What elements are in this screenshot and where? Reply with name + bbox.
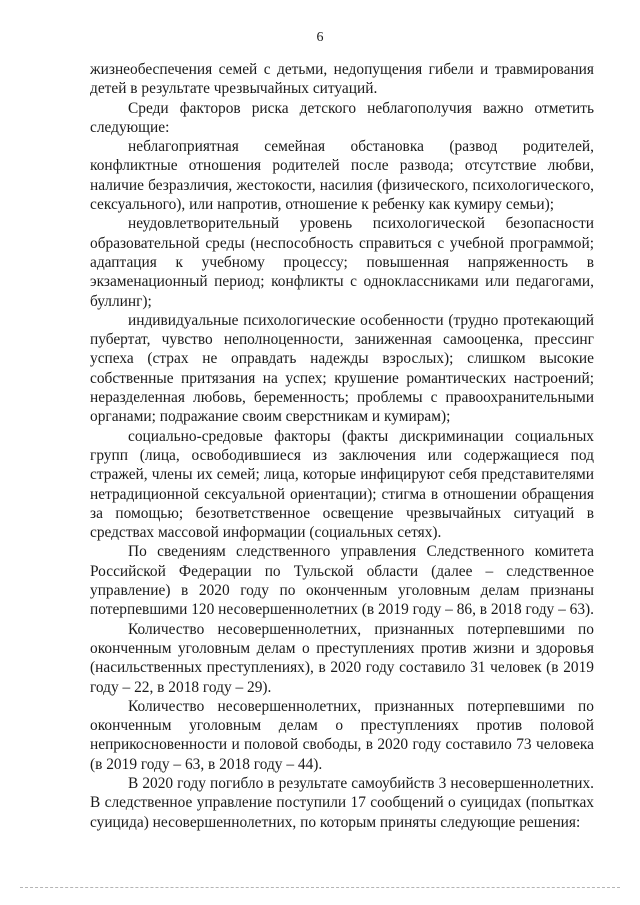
paragraph-individual-factors: индивидуальные психологические особенности (трудно протекающий пубертат, чувство неполноценности, заниженная самооценка, прессинг успеха (страх не оправдать надежды взрослых); слишком высокие собственные притязания на успех; крушение романтических настроений; неразделенная любовь, беременность; проблемы с правоохранительными органами; подражание своим сверстникам и кумирам); (90, 311, 594, 426)
paragraph-social-factors: социально-средовые факторы (факты дискриминации социальных групп (лица, освободившиеся из заключения или содержащиеся под стражей, члены их семей; лица, которые инфицируют себя представителями нетрадиционной сексуальной ориентации); стигма в отношении обращения за помощью; безответственное освещение чрезвычайных ситуаций в средствах массовой информации (социальных сетях). (90, 427, 594, 542)
paragraph-school-factors: неудовлетворительный уровень психологической безопасности образовательной среды (неспособность справиться с учебной программой; адаптация к учебному процессу; повышенная напряженность в экзаменационный период; конфликты с одноклассниками или педагогами, буллинг); (90, 215, 594, 310)
paragraph-violent-crimes-stats: Количество несовершеннолетних, признанных потерпевшими по оконченным уголовным делам о преступлениях против жизни и здоровья (насильственных преступлениях), в 2020 году составило 31 человек (в 2019 году – 22, в 2018 году – 29). (90, 620, 594, 696)
footer-divider (20, 887, 620, 888)
document-body (90, 60, 594, 832)
page-number: 6 (316, 30, 324, 45)
paragraph-risk-factors-intro: Среди факторов риска детского неблагополучия важно отметить следующие: (90, 99, 594, 136)
paragraph-continuation: жизнеобеспечения семей с детьми, недопущения гибели и травмирования детей в результате чрезвычайных ситуаций. (90, 61, 594, 98)
paragraph-investigation-stats: По сведениям следственного управления Следственного комитета Российской Федерации по Тульской области (далее – следственное управление) в 2020 году по оконченным уголовным делам признаны потерпевшими 120 несовершеннолетних (в 2019 году – 86, в 2018 году – 63). (90, 543, 594, 619)
paragraph-sexual-crimes-stats: Количество несовершеннолетних, признанных потерпевшими по оконченным уголовным делам о преступлениях против половой неприкосновенности и половой свободы, в 2020 году составило 73 человека (в 2019 году – 63, в 2018 году – 44). (90, 697, 594, 773)
paragraph-family-factors: неблагоприятная семейная обстановка (развод родителей, конфликтные отношения родителей после развода; отсутствие любви, наличие безразличия, жестокости, насилия (физического, психологического, сексуального), или напротив, отношение к ребенку как кумиру семьи); (90, 138, 594, 214)
paragraph-suicide-stats: В 2020 году погибло в результате самоубийств 3 несовершеннолетних. В следственное управление поступили 17 сообщений о суицидах (попытках суицида) несовершеннолетних, по которым приняты следующие решения: (90, 774, 594, 831)
